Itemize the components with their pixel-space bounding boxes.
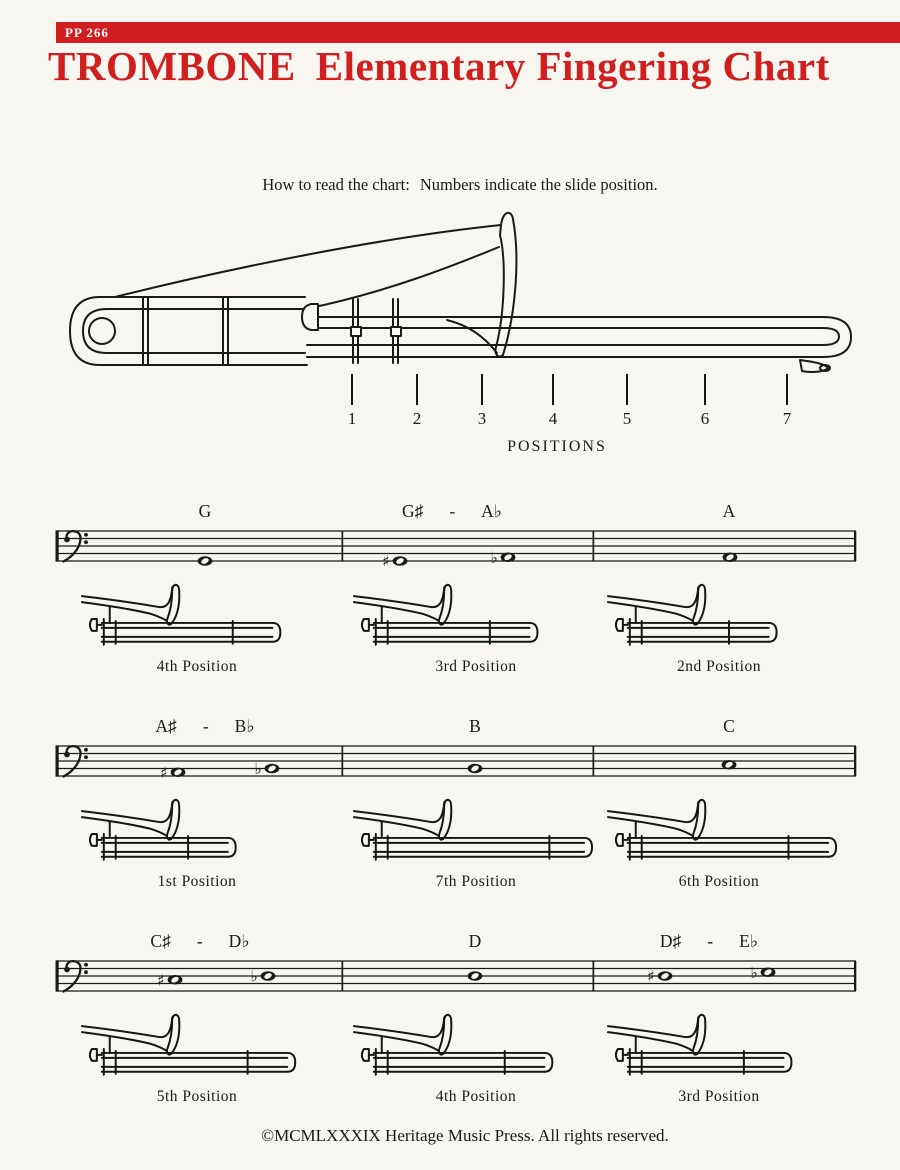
trombone-icon [606, 1011, 848, 1081]
position-label: 4th Position [435, 1088, 517, 1105]
note-name-part: E♭ [739, 931, 759, 951]
position-label: 3rd Position [435, 658, 517, 675]
note-name-part: - [196, 931, 203, 951]
bass-staff [0, 521, 900, 567]
instruction-body: Numbers indicate the slide position. [419, 175, 658, 194]
trombone-icon [80, 796, 322, 866]
whole-note [168, 975, 183, 985]
copyright-line: ©MCMLXXXIX Heritage Music Press. All rights reserved. [261, 1126, 669, 1145]
position-label: 1st Position [157, 873, 237, 890]
svg-text:♭: ♭ [750, 963, 758, 982]
note-name-part: - [449, 501, 456, 521]
note-name-part: C♯ [150, 931, 171, 951]
tick-line [351, 374, 353, 405]
note-name-label [723, 716, 735, 738]
whole-note [265, 764, 280, 774]
whole-note [393, 556, 408, 566]
note-name-part: G [198, 501, 212, 521]
position-label: 6th Position [678, 873, 760, 890]
note-name-part: - [707, 931, 714, 951]
whole-note [468, 971, 483, 981]
note-name-part: B [469, 716, 481, 736]
whole-note [722, 760, 737, 770]
bass-staff [0, 951, 900, 997]
catalog-code: PP 266 [65, 24, 109, 40]
tick-line [481, 374, 483, 405]
position-label: 4th Position [156, 658, 238, 675]
note-name-part: C [723, 716, 735, 736]
page-title [48, 42, 830, 90]
bass-staff [0, 736, 900, 782]
tick-line [704, 374, 706, 405]
page-title-subtitle: Elementary Fingering Chart [315, 43, 830, 89]
tick-line [552, 374, 554, 405]
note-name-label [660, 931, 758, 953]
note-name-part: A♭ [481, 501, 503, 521]
svg-text:♯: ♯ [647, 967, 655, 986]
note-name-part: D♭ [228, 931, 250, 951]
trombone-icon [80, 581, 322, 651]
note-name-label [199, 501, 212, 523]
note-name-label [469, 931, 482, 953]
position-number: 7 [782, 409, 792, 428]
note-name-part: D [468, 931, 482, 951]
note-name-label [402, 501, 502, 523]
svg-text:♭: ♭ [250, 967, 258, 986]
trombone-diagram-illustration [55, 205, 855, 375]
chart-row-1 [0, 495, 900, 710]
note-name-label [469, 716, 481, 738]
whole-note [261, 971, 276, 981]
position-label: 7th Position [435, 873, 517, 890]
whole-note [501, 552, 516, 562]
note-name-part: A [722, 501, 736, 521]
position-number: 4 [548, 409, 558, 428]
chart-row-3 [0, 925, 900, 1140]
svg-text:♯: ♯ [382, 552, 390, 567]
whole-note [658, 971, 673, 981]
note-name-label [155, 716, 254, 738]
position-number: 5 [622, 409, 632, 428]
note-name-label [723, 501, 736, 523]
page-title-instrument: TROMBONE [48, 43, 296, 89]
position-number: 2 [412, 409, 422, 428]
trombone-icon [352, 796, 594, 866]
svg-text:♯: ♯ [157, 971, 165, 990]
trombone-icon [606, 796, 848, 866]
tick-line [786, 374, 788, 405]
svg-text:♯: ♯ [160, 763, 168, 782]
position-label: 5th Position [156, 1088, 238, 1105]
note-name-part: B♭ [234, 716, 255, 736]
position-number: 6 [700, 409, 710, 428]
whole-note [171, 767, 186, 777]
tick-line [416, 374, 418, 405]
catalog-code-bar [56, 22, 900, 43]
trombone-icon [352, 1011, 594, 1081]
position-number: 1 [347, 409, 357, 428]
tick-line [626, 374, 628, 405]
how-to-read-instruction [0, 175, 900, 195]
whole-note [198, 556, 213, 566]
instruction-lead: How to read the chart: [262, 175, 410, 194]
chart-row-2 [0, 710, 900, 925]
whole-note [468, 764, 483, 774]
note-name-part: D♯ [659, 931, 682, 951]
position-label: 2nd Position [677, 658, 761, 675]
trombone-icon [80, 1011, 322, 1081]
note-name-part: G♯ [401, 501, 424, 521]
whole-note [723, 552, 738, 562]
note-name-part: A♯ [155, 716, 177, 736]
trombone-icon [352, 581, 594, 651]
note-name-label [150, 931, 249, 953]
svg-text:♭: ♭ [254, 760, 262, 778]
note-name-part: - [202, 716, 209, 736]
svg-text:♭: ♭ [490, 548, 498, 567]
positions-scale-label: POSITIONS [507, 438, 607, 455]
position-number: 3 [477, 409, 487, 428]
whole-note [761, 967, 776, 977]
position-label: 3rd Position [678, 1088, 760, 1105]
trombone-icon [606, 581, 848, 651]
